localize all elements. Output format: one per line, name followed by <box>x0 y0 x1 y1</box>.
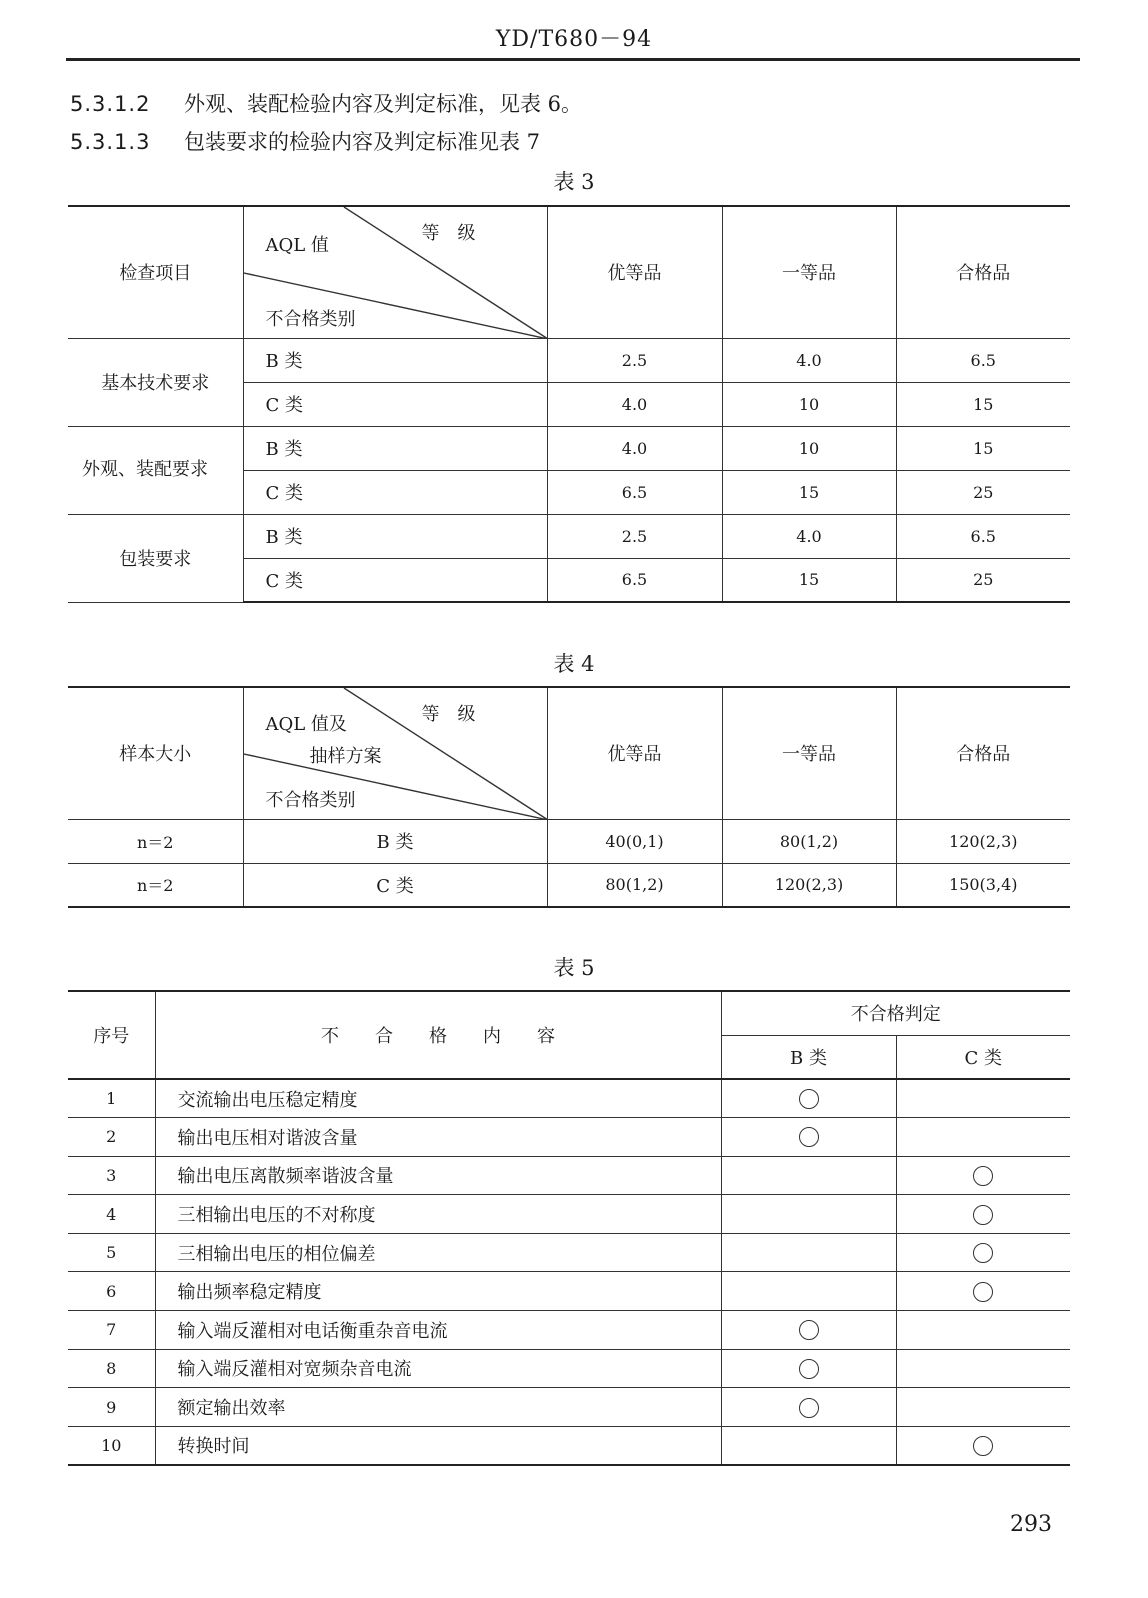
class-b-cell <box>721 1388 896 1427</box>
defect-class: C 类 <box>243 382 547 426</box>
grade-header: 一等品 <box>722 687 896 819</box>
table-row <box>68 1311 1070 1350</box>
circle-mark-icon <box>973 1436 993 1456</box>
circle-mark-icon <box>973 1166 993 1186</box>
seq-cell: 7 <box>68 1311 155 1350</box>
sampling-plan: 120(2,3) <box>896 819 1070 863</box>
class-b-cell <box>721 1349 896 1388</box>
circle-mark-icon <box>799 1089 819 1109</box>
defect-class: B 类 <box>243 338 547 382</box>
table3 <box>68 205 1070 603</box>
diag-aql-label: AQL 值 <box>265 235 329 256</box>
aql-value: 4.0 <box>547 382 722 426</box>
content-cell: 转换时间 <box>155 1426 721 1465</box>
table-row <box>68 1272 1070 1311</box>
header-rule <box>66 58 1080 61</box>
aql-value: 15 <box>722 470 896 514</box>
judgement-header: 不合格判定 <box>721 991 1070 1035</box>
content-cell: 输出电压相对谐波含量 <box>155 1118 721 1157</box>
defect-class: B 类 <box>243 514 547 558</box>
clause-number: 5.3.1.2 <box>70 92 151 116</box>
circle-mark-icon <box>799 1398 819 1418</box>
seq-header: 序号 <box>68 991 155 1079</box>
diag-class-label: 不合格类别 <box>265 790 356 811</box>
table4 <box>68 686 1070 908</box>
aql-value: 10 <box>722 382 896 426</box>
seq-cell: 1 <box>68 1079 155 1118</box>
class-b-cell <box>721 1272 896 1311</box>
seq-cell: 10 <box>68 1426 155 1465</box>
sampling-plan: 80(1,2) <box>722 819 896 863</box>
seq-cell: 6 <box>68 1272 155 1311</box>
grade-header: 合格品 <box>896 687 1070 819</box>
aql-value: 2.5 <box>547 514 722 558</box>
class-c-header: C 类 <box>896 1035 1070 1079</box>
table-row <box>68 1388 1070 1427</box>
aql-value: 25 <box>896 470 1070 514</box>
circle-mark-icon <box>799 1320 819 1340</box>
class-c-cell <box>896 1426 1070 1465</box>
content-header: 不 合 格 内 容 <box>155 991 721 1079</box>
class-b-cell <box>721 1426 896 1465</box>
class-c-cell <box>896 1233 1070 1272</box>
content-cell: 交流输出电压稳定精度 <box>155 1079 721 1118</box>
table-row <box>68 1233 1070 1272</box>
seq-cell: 9 <box>68 1388 155 1427</box>
aql-value: 6.5 <box>896 338 1070 382</box>
table-row <box>68 1195 1070 1234</box>
content-cell: 三相输出电压的相位偏差 <box>155 1233 721 1272</box>
grade-header: 优等品 <box>547 687 722 819</box>
class-c-cell <box>896 1079 1070 1118</box>
table-row <box>68 1079 1070 1118</box>
circle-mark-icon <box>973 1282 993 1302</box>
class-b-cell <box>721 1233 896 1272</box>
content-cell: 输入端反灌相对电话衡重杂音电流 <box>155 1311 721 1350</box>
defect-class: C 类 <box>243 558 547 602</box>
sample-size: n＝2 <box>68 863 243 907</box>
seq-cell: 2 <box>68 1118 155 1157</box>
inspection-item: 包装要求 <box>68 514 243 602</box>
grade-header: 一等品 <box>722 206 896 338</box>
grade-header: 合格品 <box>896 206 1070 338</box>
diag-aql-label: AQL 值及 <box>265 714 347 735</box>
defect-class: C 类 <box>243 863 547 907</box>
table4-caption: 表 4 <box>553 652 595 676</box>
inspection-item: 基本技术要求 <box>68 338 243 426</box>
table3-diagonal-header <box>243 206 547 338</box>
table-row <box>68 1426 1070 1465</box>
class-c-cell <box>896 1388 1070 1427</box>
aql-value: 6.5 <box>896 514 1070 558</box>
diag-grade-label: 等 级 <box>421 223 476 244</box>
sampling-plan: 150(3,4) <box>896 863 1070 907</box>
aql-value: 2.5 <box>547 338 722 382</box>
content-cell: 输出频率稳定精度 <box>155 1272 721 1311</box>
defect-class: C 类 <box>243 470 547 514</box>
grade-header: 优等品 <box>547 206 722 338</box>
aql-value: 15 <box>722 558 896 602</box>
aql-value: 10 <box>722 426 896 470</box>
class-c-cell <box>896 1118 1070 1157</box>
seq-cell: 5 <box>68 1233 155 1272</box>
aql-value: 6.5 <box>547 470 722 514</box>
class-b-cell <box>721 1079 896 1118</box>
seq-cell: 4 <box>68 1195 155 1234</box>
clause-5-3-1-2 <box>70 88 582 118</box>
aql-value: 15 <box>896 426 1070 470</box>
content-cell: 额定输出效率 <box>155 1388 721 1427</box>
table3-row-header: 检查项目 <box>68 206 243 338</box>
content-cell: 三相输出电压的不对称度 <box>155 1195 721 1234</box>
table4-diagonal-header <box>243 687 547 819</box>
diag-grade-label: 等 级 <box>421 704 476 725</box>
table3-caption: 表 3 <box>553 170 595 194</box>
inspection-item: 外观、装配要求 <box>68 426 243 514</box>
content-cell: 输入端反灌相对宽频杂音电流 <box>155 1349 721 1388</box>
diag-class-label: 不合格类别 <box>265 309 356 330</box>
content-cell: 输出电压离散频率谐波含量 <box>155 1156 721 1195</box>
seq-cell: 8 <box>68 1349 155 1388</box>
document-header: YD/T680－94 <box>495 27 653 52</box>
class-c-cell <box>896 1272 1070 1311</box>
class-c-cell <box>896 1349 1070 1388</box>
sample-size: n＝2 <box>68 819 243 863</box>
class-c-cell <box>896 1311 1070 1350</box>
class-c-cell <box>896 1195 1070 1234</box>
table5-body <box>68 1079 1070 1465</box>
circle-mark-icon <box>799 1127 819 1147</box>
class-b-cell <box>721 1195 896 1234</box>
class-b-cell <box>721 1156 896 1195</box>
aql-value: 4.0 <box>722 338 896 382</box>
clause-text: 包装要求的检验内容及判定标准见表 7 <box>184 130 541 154</box>
table-row <box>68 1349 1070 1388</box>
class-b-cell <box>721 1118 896 1157</box>
aql-value: 25 <box>896 558 1070 602</box>
defect-class: B 类 <box>243 819 547 863</box>
aql-value: 15 <box>896 382 1070 426</box>
table-row <box>68 1118 1070 1157</box>
sampling-plan: 40(0,1) <box>547 819 722 863</box>
circle-mark-icon <box>973 1243 993 1263</box>
table5 <box>68 990 1070 1466</box>
table4-row-header: 样本大小 <box>68 687 243 819</box>
table5-caption: 表 5 <box>553 956 595 980</box>
clause-5-3-1-3 <box>70 126 540 156</box>
circle-mark-icon <box>799 1359 819 1379</box>
seq-cell: 3 <box>68 1156 155 1195</box>
sampling-plan: 80(1,2) <box>547 863 722 907</box>
diag-plan-label: 抽样方案 <box>309 746 382 767</box>
sampling-plan: 120(2,3) <box>722 863 896 907</box>
defect-class: B 类 <box>243 426 547 470</box>
aql-value: 4.0 <box>722 514 896 558</box>
clause-number: 5.3.1.3 <box>70 130 151 154</box>
aql-value: 4.0 <box>547 426 722 470</box>
page-number: 293 <box>1010 1512 1052 1537</box>
class-c-cell <box>896 1156 1070 1195</box>
circle-mark-icon <box>973 1205 993 1225</box>
class-b-cell <box>721 1311 896 1350</box>
clause-text: 外观、装配检验内容及判定标准，见表 6。 <box>184 92 583 116</box>
aql-value: 6.5 <box>547 558 722 602</box>
table-row <box>68 1156 1070 1195</box>
class-b-header: B 类 <box>721 1035 896 1079</box>
